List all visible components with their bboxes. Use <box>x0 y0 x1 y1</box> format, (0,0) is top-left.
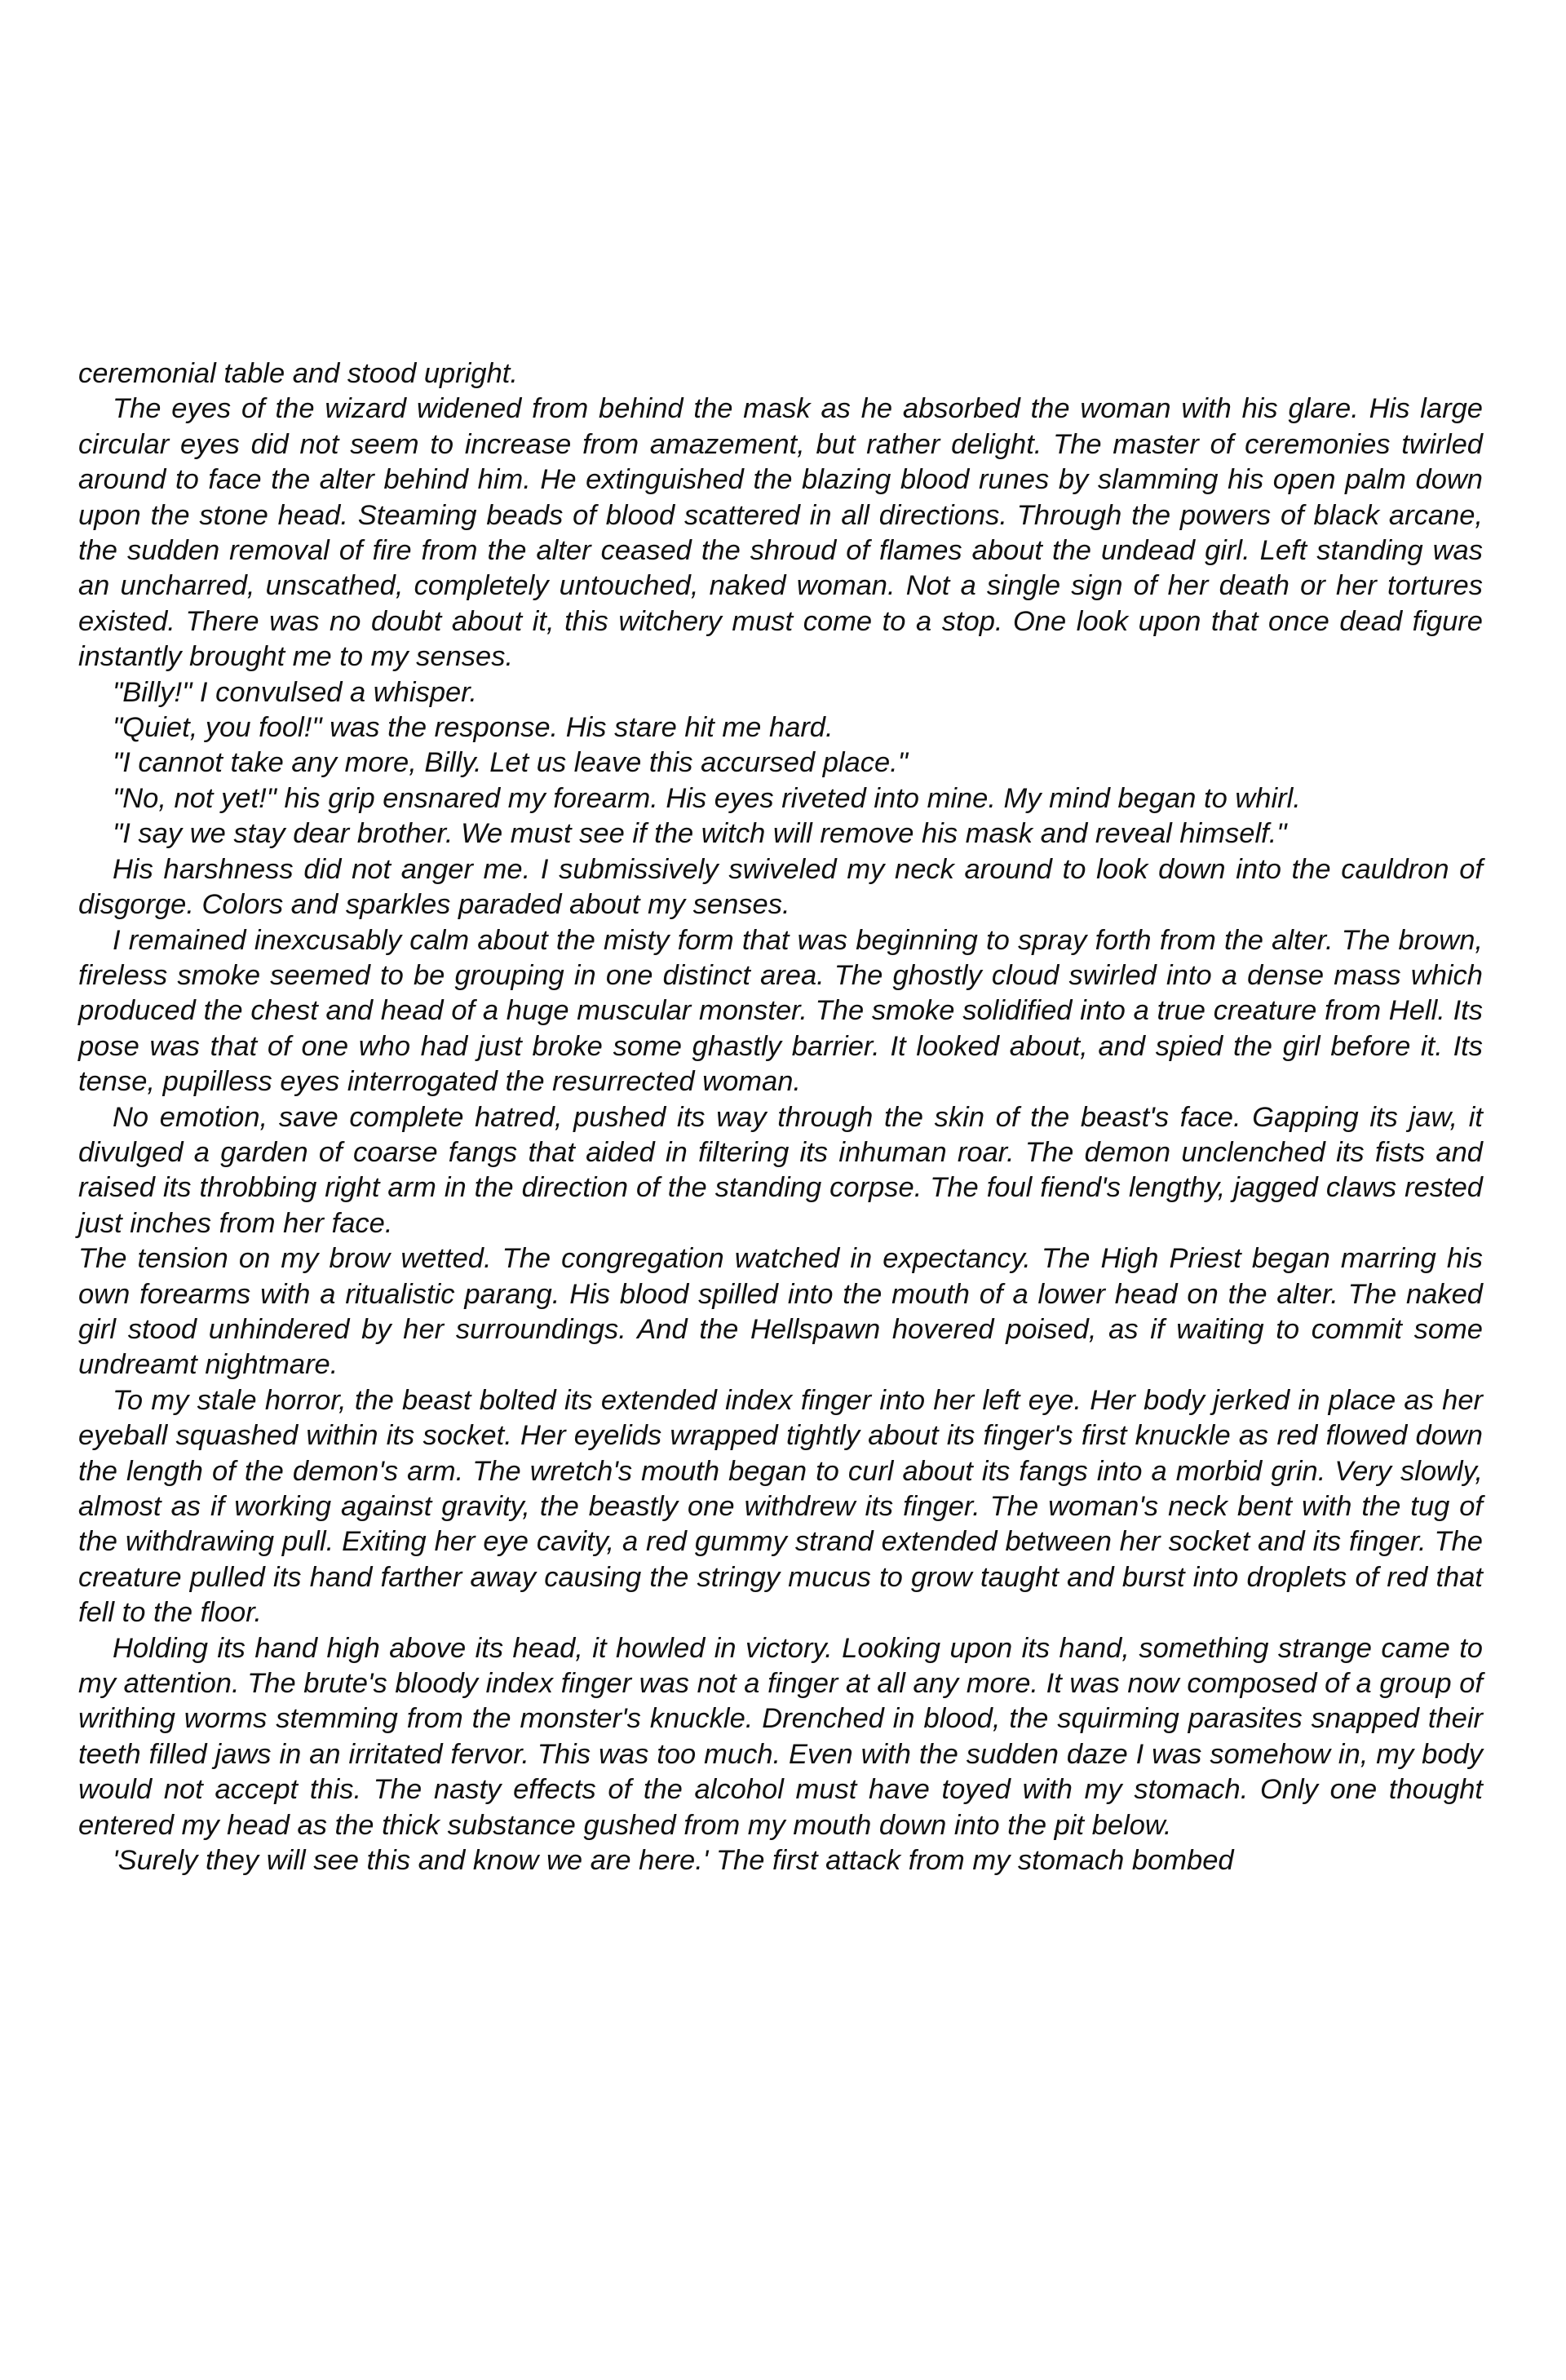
paragraph-6: "I say we stay dear brother. We must see if the witch will remove his mask and reveal himself." <box>113 818 1287 850</box>
paragraph-5: "No, not yet!" his grip ensnared my forearm. His eyes riveted into mine. My mind began to whirl. <box>113 782 1301 814</box>
paragraph-8: I remained inexcusably calm about the misty form that was beginning to spray forth from the alter. The brown, fireless smoke seemed to be grouping in one distinct area. The ghostly cloud swirled into a dense mass which produced the chest and head of a huge muscular monster. The smoke solidified into a true creature from Hell. Its pose was that of one who had just broke some ghastly barrier. It looked about, and spied the girl before it. Its tense, pupilless eyes interrogated the resurrected woman. <box>78 924 1483 1098</box>
paragraph-12: Holding its hand high above its head, it howled in victory. Looking upon its hand, something strange came to my attention. The brute's bloody index finger was not a finger at all any more. It was now composed of a group of writhing worms stemming from the monster's knuckle. Drenched in blood, the squirming parasites snapped their teeth filled jaws in an irritated fervor. This was too much. Even with the sudden daze I was somehow in, my body would not accept this. The nasty effects of the alcohol must have toyed with my stomach. Only one thought entered my head as the thick substance gushed from my mouth down into the pit below. <box>78 1632 1483 1841</box>
story-text <box>78 356 1483 1878</box>
paragraph-10: The tension on my brow wetted. The congregation watched in expectancy. The High Priest began marring his own forearms with a ritualistic parang. His blood spilled into the mouth of a lower head on the alter. The naked girl stood unhindered by her surroundings. And the Hellspawn hovered poised, as if waiting to commit some undreamt nightmare. <box>78 1243 1483 1381</box>
paragraph-0: ceremonial table and stood upright. <box>78 358 518 389</box>
paragraph-4: "I cannot take any more, Billy. Let us leave this accursed place." <box>113 747 909 779</box>
paragraph-2: "Billy!" I convulsed a whisper. <box>113 676 477 708</box>
paragraph-9: No emotion, save complete hatred, pushed its way through the skin of the beast's face. Gapping its jaw, it divulged a garden of coarse fangs that aided in filtering its inhuman roar. The demon unclenched its fists and raised its throbbing right arm in the direction of the standing corpse. The foul fiend's lengthy, jagged claws rested just inches from her face. <box>78 1101 1483 1239</box>
paragraph-3: "Quiet, you fool!" was the response. His stare hit me hard. <box>113 712 834 744</box>
paragraph-1: The eyes of the wizard widened from behind the mask as he absorbed the woman with his glare. His large circular eyes did not seem to increase from amazement, but rather delight. The master of ceremonies twirled around to face the alter behind him. He extinguished the blazing blood runes by slamming his open palm down upon the stone head. Steaming beads of blood scattered in all directions. Through the powers of black arcane, the sudden removal of fire from the alter ceased the shroud of flames about the undead girl. Left standing was an uncharred, unscathed, completely untouched, naked woman. Not a single sign of her death or her tortures existed. There was no doubt about it, this witchery must come to a stop. One look upon that once dead figure instantly brought me to my senses. <box>78 393 1483 673</box>
paragraph-13: 'Surely they will see this and know we are here.' The first attack from my stomach bombed <box>113 1845 1234 1877</box>
paragraph-7: His harshness did not anger me. I submissively swiveled my neck around to look down into the cauldron of disgorge. Colors and sparkles paraded about my senses. <box>78 853 1483 921</box>
paragraph-11: To my stale horror, the beast bolted its extended index finger into her left eye. Her body jerked in place as her eyeball squashed within its socket. Her eyelids wrapped tightly about its finger's first knuckle as red flowed down the length of the demon's arm. The wretch's mouth began to curl about its fangs into a morbid grin. Very slowly, almost as if working against gravity, the beastly one withdrew its finger. The woman's neck bent with the tug of the withdrawing pull. Exiting her eye cavity, a red gummy strand extended between her socket and its finger. The creature pulled its hand farther away causing the stringy mucus to grow taught and burst into droplets of red that fell to the floor. <box>78 1384 1483 1629</box>
